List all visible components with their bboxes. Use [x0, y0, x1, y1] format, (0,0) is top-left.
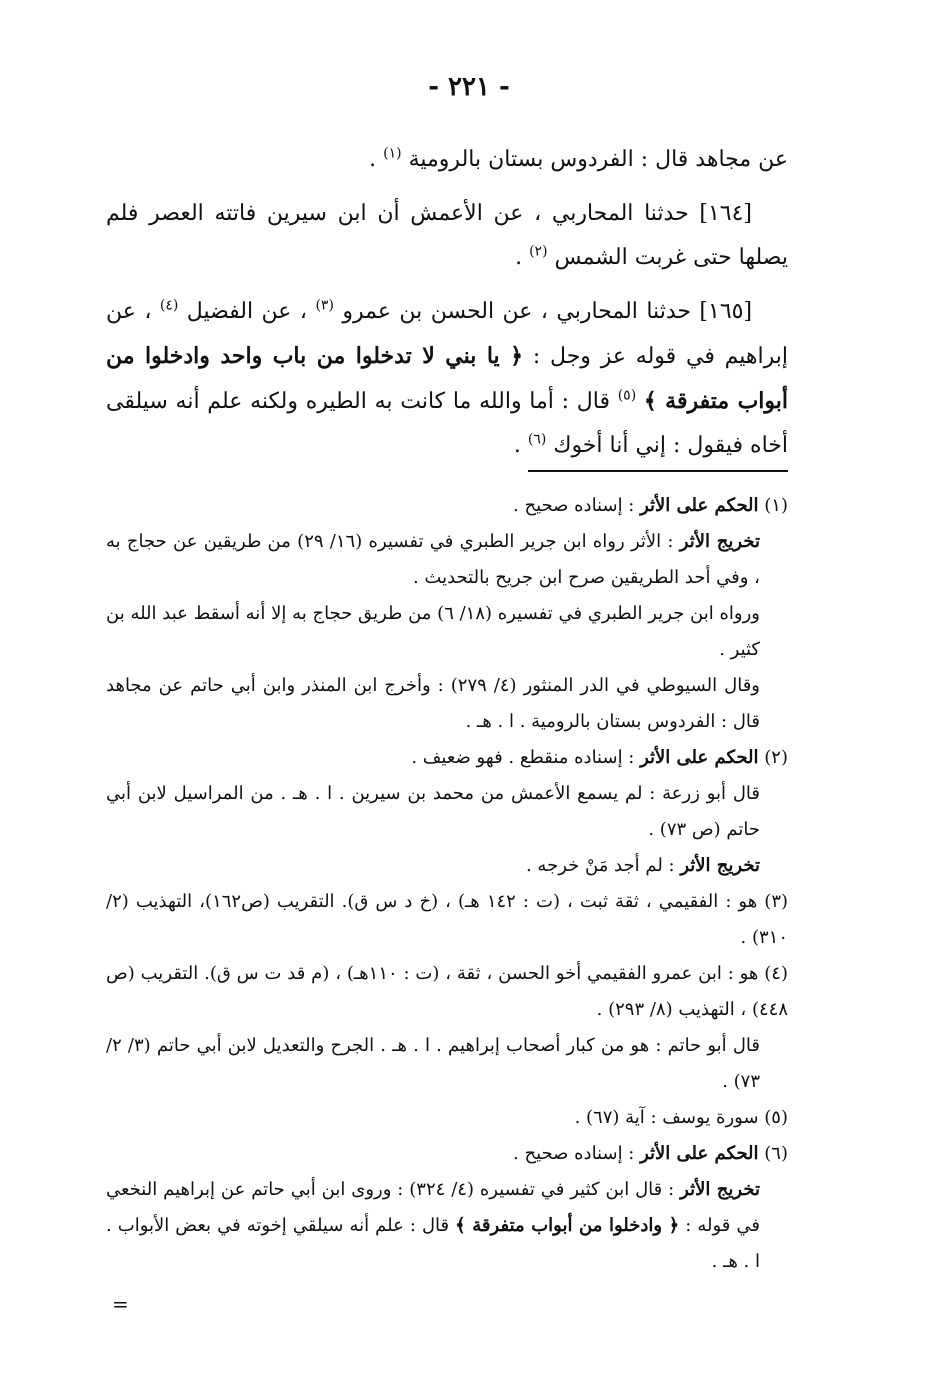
footnote-2-takhrij	[106, 848, 788, 884]
footnote-6-takhrij	[106, 1172, 788, 1280]
footnote-1-takhrij-label: تخريج الأثر	[679, 531, 760, 552]
paragraph-165-text-b: ، عن الفضيل	[186, 299, 307, 324]
footnote-ref-1[interactable]: (١)	[383, 145, 402, 162]
footnote-2-label: الحكم على الأثر	[640, 747, 759, 768]
footnote-6	[106, 1136, 788, 1172]
paragraph-165-text-d: قال : أما والله ما كانت به الطيره ولكنه علم أنه سيلقى أخاه فيقول : إني أنا أخوك	[106, 389, 788, 458]
footnote-1-para-2: ورواه ابن جرير الطبري في تفسيره (١٨/ ٦) من طريق حجاج به إلا أنه أسقط عبد الله بن كثير .	[106, 603, 760, 660]
paragraph-165	[106, 290, 788, 468]
quran-verse: ﴿ يا بني لا تدخلوا من باب واحد وادخلوا من أبواب متفرقة ﴾	[106, 343, 788, 414]
paragraph-165-end: .	[513, 433, 521, 458]
footnote-2-text: : إسناده منقطع . فهو ضعيف .	[411, 747, 641, 768]
paragraph-intro	[106, 138, 788, 182]
paragraph-164-end: .	[515, 245, 523, 270]
footnotes	[106, 488, 788, 1280]
footnote-6-takhrij-label: تخريج الأثر	[680, 1179, 760, 1200]
footnote-ref-2[interactable]: (٢)	[529, 243, 548, 260]
footnote-2-takhrij-label: تخريج الأثر	[680, 855, 760, 876]
footnote-2-takhrij-text: : لم أجد مَنْ خرجه .	[525, 855, 681, 876]
footnote-5: (٥) سورة يوسف : آية (٦٧) .	[574, 1107, 788, 1128]
footnote-ref-4[interactable]: (٤)	[159, 297, 179, 314]
intro-end: .	[369, 147, 377, 172]
footnote-1	[106, 488, 788, 524]
footnote-6-text: : إسناده صحيح .	[513, 1143, 641, 1164]
paragraph-164-text: [١٦٤] حدثنا المحاربي ، عن الأعمش أن ابن سيرين فاتته العصر فلم يصلها حتى غربت الشمس	[106, 201, 788, 270]
paragraph-165-text-a: [١٦٥] حدثنا المحاربي ، عن الحسن بن عمرو	[342, 299, 753, 324]
footnote-3: (٣) هو : الفقيمي ، ثقة ثبت ، (ت : ١٤٢ هـ) ، (خ د س ق). التقريب (ص١٦٢)، التهذيب (٢/ ٣١٠) .	[106, 891, 789, 948]
paragraph-165-text-c: ، عن إبراهيم في قوله عز وجل :	[106, 299, 789, 369]
footnote-6-takhrij-text-a: : قال ابن كثير في تفسيره (٤/ ٣٢٤) : وروى ابن أبي حاتم عن إبراهيم النخعي في قوله :	[106, 1179, 761, 1236]
continuation-mark: =	[112, 1292, 129, 1316]
footnote-2-number: (٢)	[758, 747, 788, 768]
footnote-6-takhrij-text-b: قال : علم أنه سيلقي إخوته في بعض الأبواب . ا . هـ .	[106, 1215, 760, 1272]
footnote-1-para-3: وقال السيوطي في الدر المنثور (٤/ ٢٧٩) : وأخرج ابن المنذر وابن أبي حاتم عن مجاهد قال : الفردوس بستان بالرومية . ا . هـ .	[106, 675, 761, 732]
footnote-1-number: (١)	[758, 495, 788, 516]
footnote-1-takhrij	[106, 524, 788, 596]
main-text	[106, 138, 788, 478]
paragraph-164	[106, 192, 788, 280]
footnote-1-takhrij-text: : الأثر رواه ابن جرير الطبري في تفسيره (١٦/ ٢٩) من طريقين عن حجاج به ، وفي أحد الطريقين صرح ابن جريح بالتحديث .	[106, 531, 760, 588]
footnote-2-para-2: قال أبو زرعة : لم يسمع الأعمش من محمد بن سيرين . ا . هـ . من المراسيل لابن أبي حاتم (ص ٧٣) .	[106, 783, 760, 840]
footnote-2	[106, 740, 788, 776]
footnote-ref-6[interactable]: (٦)	[527, 431, 547, 448]
footnote-4-para-2: قال أبو حاتم : هو من كبار أصحاب إبراهيم . ا . هـ . الجرح والتعديل لابن أبي حاتم (٣/ ٢/ ٧٣) .	[106, 1035, 760, 1092]
footnote-1-text: : إسناده صحيح .	[513, 495, 641, 516]
footnote-ref-5[interactable]: (٥)	[617, 387, 637, 404]
footnote-6-number: (٦)	[758, 1143, 788, 1164]
footnote-1-label: الحكم على الأثر	[640, 495, 759, 516]
intro-text: عن مجاهد قال : الفردوس بستان بالرومية	[408, 147, 788, 172]
footnote-4: (٤) هو : ابن عمرو الفقيمي أخو الحسن ، ثقة ، (ت : ١١٠هـ) ، (م قد ت س ق). التقريب (ص ٤٤٨) ، التهذيب (٨/ ٢٩٣) .	[106, 963, 788, 1020]
page-number: - ٢٢١ -	[428, 72, 510, 102]
footnote-6-quran-verse: ﴿ وادخلوا من أبواب متفرقة ﴾	[455, 1215, 680, 1236]
footnote-separator	[528, 470, 788, 472]
footnote-6-label: الحكم على الأثر	[640, 1143, 759, 1164]
footnote-ref-3[interactable]: (٣)	[315, 297, 334, 314]
